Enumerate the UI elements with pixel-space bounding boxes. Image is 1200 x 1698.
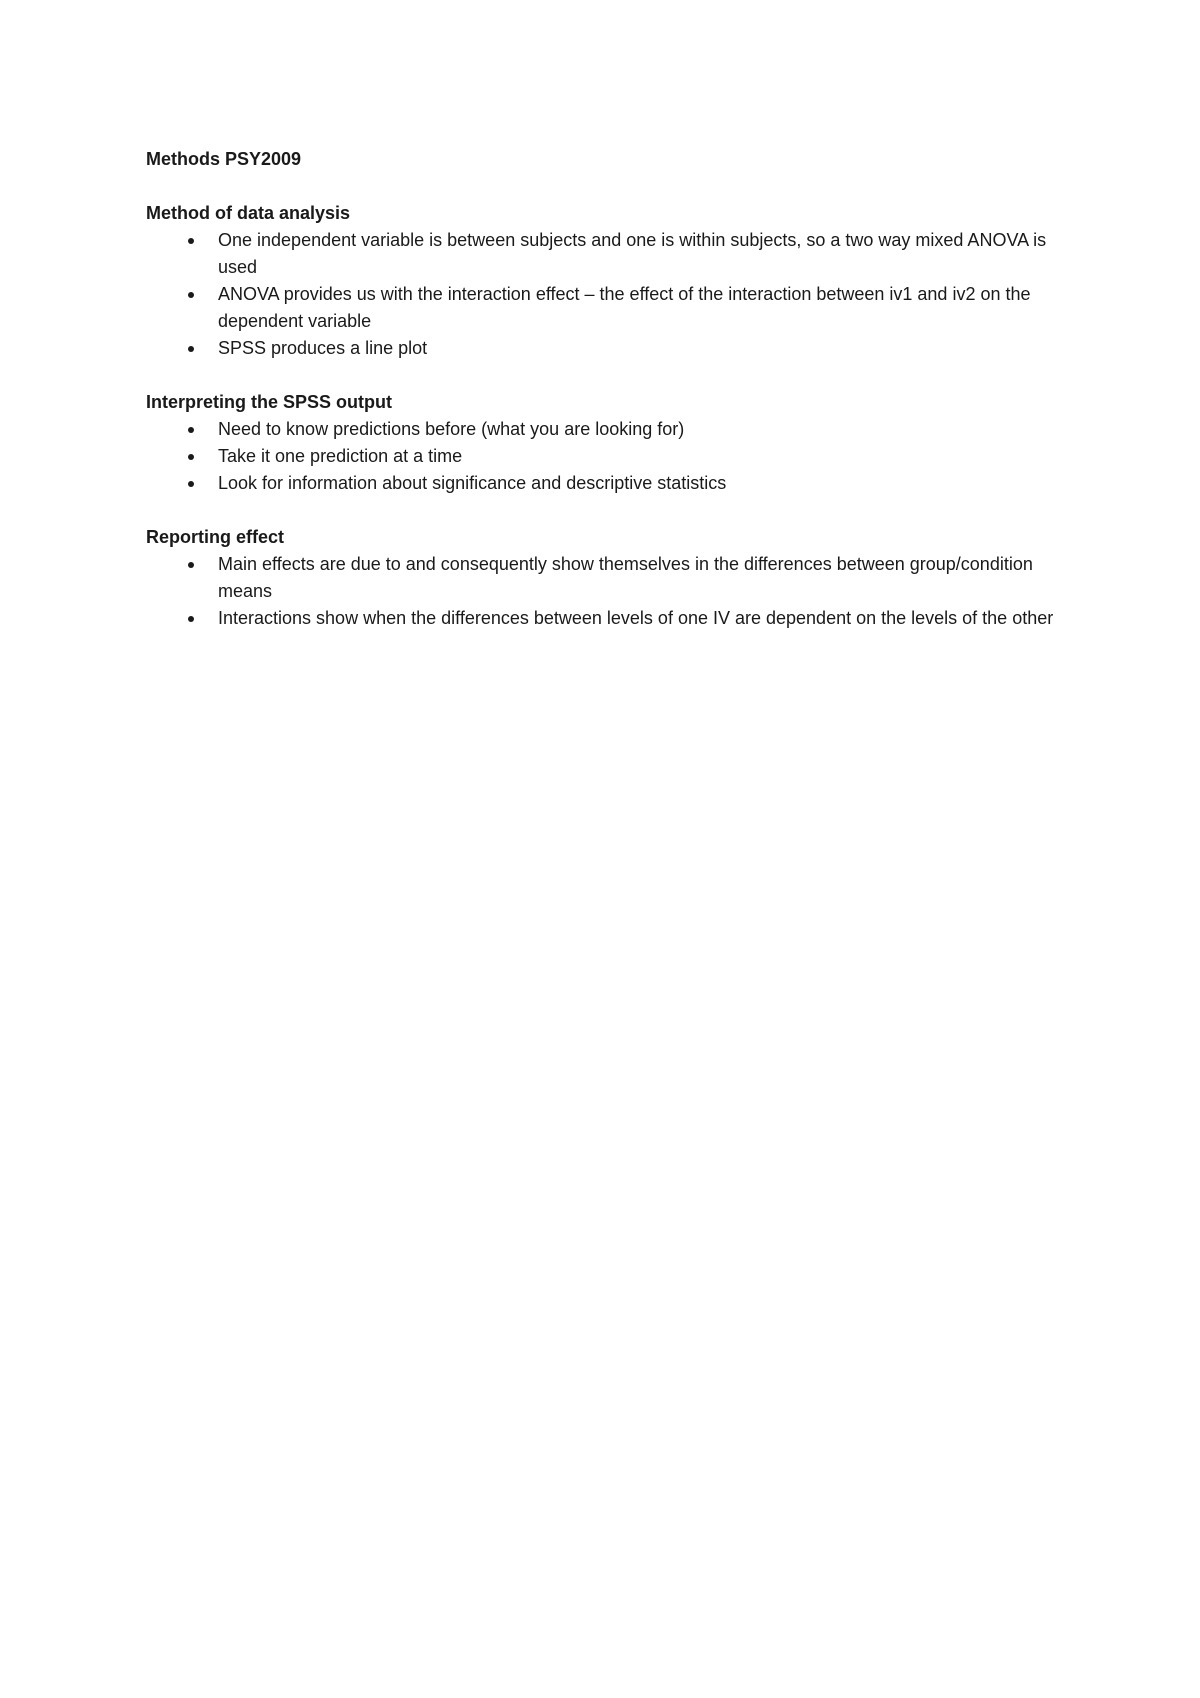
list-item [146,335,1076,362]
list-item [146,416,1076,443]
list-item-text: Look for information about significance and descriptive statistics [218,473,727,493]
bullet-list [146,227,1076,362]
list-item-text: Need to know predictions before (what you are looking for) [218,419,685,439]
list-item-text: Main effects are due to and consequently show themselves in the differences between group/condition means [218,554,1033,601]
section-heading: Interpreting the SPSS output [146,392,392,412]
list-item-text: Take it one prediction at a time [218,446,463,466]
list-item [146,281,1076,335]
bullet-icon [188,562,194,568]
bullet-icon [188,346,194,352]
bullet-icon [188,616,194,622]
bullet-icon [188,238,194,244]
section-method-of-data-analysis [146,200,1076,362]
bullet-list [146,551,1076,632]
bullet-icon [188,427,194,433]
bullet-icon [188,292,194,298]
list-item [146,605,1076,632]
list-item [146,227,1076,281]
list-item-text: ANOVA provides us with the interaction effect – the effect of the interaction between iv1 and iv2 on the dependent variable [218,284,1031,331]
document-title: Methods PSY2009 [146,149,302,169]
list-item [146,443,1076,470]
bullet-list [146,416,1076,497]
section-reporting-effect [146,524,1076,632]
bullet-icon [188,454,194,460]
list-item [146,470,1076,497]
section-heading: Reporting effect [146,527,285,547]
list-item-text: Interactions show when the differences between levels of one IV are dependent on the levels of the other [218,608,1054,628]
list-item [146,551,1076,605]
list-item-text: One independent variable is between subjects and one is within subjects, so a two way mixed ANOVA is used [218,230,1047,277]
document-body [146,146,1076,659]
list-item-text: SPSS produces a line plot [218,338,428,358]
section-heading: Method of data analysis [146,203,351,223]
bullet-icon [188,481,194,487]
section-interpreting-spss-output [146,389,1076,497]
